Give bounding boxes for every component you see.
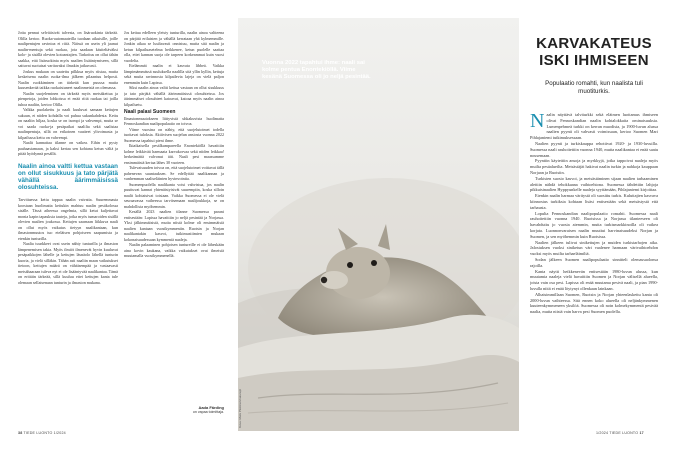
- paragraph: Naalien pyynti ja turkiskauppa rehottivat 1920- ja 1930-luvuilla. Suomessa naali rauhoitettiin vuonna 1940, mutta naalikantaa ei enää saatu nousemaan.: [530, 140, 658, 158]
- photo-caption: Vuonna 2022 tapahtui ihme: naali sai kolme pentua Enontekiöllä. Viime kesänä Suomessa oli jo neljä pesintää.: [262, 60, 371, 81]
- paragraph: Ikiaikaisella pesälkumpareella Enontekiöllä havaittiin kolme leikkivää harmaata karvakorvaa sekä niiden leikkaa! herkeämättä valvonut äiti. Naali pesi maassamme ensimmäistä kertaa lähes 30 vuoteen.: [124, 143, 224, 165]
- section-heading: Naali palasi Suomeen: [124, 109, 176, 115]
- left-column-2: [124, 30, 224, 380]
- paragraph: Etenkin naalin harmaa väritystä oli suosittu turkis. Kuluttajien kasvava kiinnostus turkiksia kohtaan lisäsi entisestään sekä metsästystä että tarhausta.: [530, 193, 658, 210]
- right-page-number: 17: [639, 431, 644, 435]
- paragraph: Ilmastonmuutokseen liittyvistä uhkakuvista huolimatta Fennoskandian naalipopulaatio on toivoa.: [124, 115, 224, 126]
- paragraph: Kanta näytti heikkenevän entisestään 1980-luvun alussa, kun muutamia naaleja vielä havaittiin Suomen ja Norjan välisellä alueella, joista vain osa pesi. Lapissa oli enää muutama pesivä naali, ja pian 1990-luvulla niitä ei enää löytynyt ollenkaan lainkaan.: [530, 268, 658, 291]
- author-role: on vapaa toimittaja.: [192, 410, 224, 414]
- paragraph: Jos kettua edelleen yleisty tunturilla, naalin ainoa valtteena on pärjätä erilaisten ja vähällä kerrataan yhä kylmemmille. Jonkin aikaa se luultavasti onnistuu, mutta sitä naalin ja ketun kilpailuasetelma heikkenee, ketun puolelle saattaa olla, ettei kannan suoja ole tarpeen korkeammat kuin vuosi vuodelta.: [124, 30, 224, 63]
- col1-text-continued: [18, 197, 118, 285]
- left-folio: [18, 431, 66, 435]
- left-magazine-name: TIEDE LUONTO: [23, 431, 53, 435]
- paragraph: Tarvittaessa kettu tappaa naalin vaivatta. Suuremmasta koostaan huolimatta kettukin mahtuu naalin pesäkolossa sisälle. Tässä aiheessa ongelmia, sillä ketut kuljettavat monia kapin tapauksia tauteja, jotka myös tumaroiden sisällä olevien naalien joukossa. Kettujen saarnaan liikkuva naali on ollut myös vaikutus tietyyn naalikantaan, kun ilmastonmuutos tuo eteläisen pohjoiseen saapumista ja etenkin tunturilla.: [18, 197, 118, 241]
- paragraph: Turkisten suosio kasvoi, ja metsästäminen sijaan naalien tarhaaminen alettiin nähdä tehokkaana vaihtoehtona. Suomessa tähdettiin lahjoja pikkuisinaalien Hyppyunkelle naaleja syyttämään, Pihlajaniemi kirjoittaa.: [530, 175, 658, 193]
- right-column: [530, 112, 658, 424]
- paragraph: Naalit kannattaa tilanne on vaikea. Eihin ei pysty paahaastamaan, ja kaksi kertaa sen kohtana ketun väliä ja pitää hyödynnä pesällä.: [18, 140, 118, 156]
- article-title: KARVAKATEUS ISKI IHMISEEN: [536, 35, 652, 69]
- article-subtitle: Populaatio romahti, kun naalista tuli muotiturkis.: [545, 80, 643, 95]
- paragraph: Naalin palaaminen pohjoisen tuntureille ei ole läheskään aina kovin kaukana, vaikka vaikutukset ovat ilmeisiä muutamalla vuosikymmenellä.: [124, 242, 224, 258]
- paragraph: Tulevaisuuden toivoa on, että suojelutoimet voittavat tällä pahenevan suuntauksen. Se edellyttää naalikannan ja vanhemman saaliseläinten hyvinvointia.: [124, 165, 224, 181]
- photo-credit: Kuva: Mats Plokinen/naturepl: [238, 388, 242, 428]
- paragraph: Siksi naalin ainoa valtti kettua vastaan on ollut sisukkuus ja tato pärjätä vähällä äärimmäisissä olosuhteissa. Jos äärimmäiset olosuhteet katoavat, katoaa myös naalin ainoa kilpailuetu.: [124, 85, 224, 107]
- paragraph: Etelämmät naalin ei kasvata libbeä. Vaikka lämpimämmässä suuluksella naalilla sitä yllin kyllin, kettuja sekä muita ravinnosta kilpailevia lajeja on vielä paljon enemmän kuin Lapissa.: [124, 63, 224, 85]
- col1-text: [18, 30, 118, 157]
- left-issue: 1/2024: [53, 431, 66, 435]
- paragraph: Lopulta Fennoskandian naalipopulaatio romahti. Suomessa naali rauhoitettiin vuonna 1940. Ruotsissa ja Norjassa tilanteeseen oli havahduttu jo vuosia aiemmin, mutta turkismarkkinoilla oli vaikea korjata. Luonnonvaraisen naalin muuttui harvinaisuudeksi Norjan ja Suomen, ja sen myöhemmin kuin Ruotsissa.: [530, 210, 658, 239]
- col2-text-continued: [124, 116, 224, 259]
- author-credit: [160, 405, 224, 414]
- paragraph: Kesällä 2023 naalien tilanne Suomessa parani entisestään: Lapissa havaittiin jo neljä pesintää ja Norjassa. Yksi jälkimmäisistä, mutta niistä kolme oli ensimmäisiä naalien kantaan vuosikymmeniin. Ruotsin ja Norjan naalikantakin kasvoi, tutkimustiimien mukaan kokonaisuudessaan kymmeniä naaleja.: [124, 209, 224, 242]
- pull-quote: Naalin ainoa valtti kettua vastaan on ollut sisukkuus ja tato pärjätä vähällä äärimmäisissä olosuhteissa.: [18, 162, 118, 192]
- paragraph: Naalin suojeleminen on tärkeää myös metsäkettua ja pienpetoja, joiden lohkoissa ei enää riitä ruokaa tai joilla tuhoa naaliin, kertoo Olilla.: [18, 90, 118, 107]
- drop-cap: N: [530, 112, 545, 132]
- paragraph: Jotta pennut selviäisivät talvesta, on lisäruokinta tärkeää. Olilla kertoo. Ruoka-automaateilla tuodaan aikuisille, joille naalipentujen ravintoa ei riitä. Näissä on usein yli jaanut naalin-mentuja sekä ruokaa, jota saadaan käsiteltäväksi kolo- ja sisällä olevien kotoantajien. Tarkoitus on ollut tähän saakka, että lisäruokinta myös naalien lisääntymiseen, sillä sattuvat suotuisat varttavaksi ilmakin jatkuvasti.: [18, 30, 118, 68]
- paragraph: Naalien jälkeen tulivat sinikettujen ja muiden turkistarhojen aika. Jalostuksen vuoksi siniketun väri vaalenee harmaan värivaihtoehdon vuoksi myös muilta tarhaeläimiltä.: [530, 239, 658, 257]
- paragraph: Valkka puolakettu ja naali kuuluvat samaan kettujen sukuun, ei niiden kohdalla voi puhua sukunkahdesta. Kettu on naaliin hiljaa, koska se on isompi ja vahvempi, mutta se voi saada ruoka-ja pesäpaikat naalilta sekä saalistaa naalinpentuja, sillä on erikoinen vaatteet ylivoimasta ja kilpailussa kettu on vahvempi.: [18, 107, 118, 140]
- col2-text: [124, 30, 224, 107]
- left-column-1: [18, 30, 118, 425]
- right-issue: 1/2024: [596, 431, 609, 435]
- paragraph: Joskus mukaan on saatettu pilkkua myös riistaa, mutta keskeisena naalin ruoka-ilma jälkeen pilaantuu helposti. Naalin ruokkiminen on tärkeää kun puussa mutta kuusenkerää taikka ruokaistuneet naalinmetsiä on olemassa.: [18, 68, 118, 90]
- paragraph: Viime vuosina on nähty, että suojelutoimet todella tuottavat tuloksia. Aktiivisen suojelun ansiosta vuonna 2022 Suomessa tapahtui pieni ihme.: [124, 126, 224, 143]
- paragraph: Sodan jälkeen Suomen naalipopulaatio sinnitteli olemassaolonsa rajoilla.: [530, 256, 658, 268]
- paragraph: Suomenpuolella naalikanta voisi vahvistua, jos naalin puuttuvat kannat yhtenäistyisivät suurempiin, koska silloin naalit kohtaisivat toisiaan. Vaikka Suomessa ei ole vielä seuraavassa vaiheessa tarvitsemaan naalijoukkoja, se on mahdollista myöhemmin.: [124, 181, 224, 209]
- right-magazine-name: TIEDE LUONTO: [609, 431, 639, 435]
- author-name: Aada Färding: [198, 405, 224, 410]
- paragraph: Pyyntiin käytettiin ansoja ja myrkkyjä, jotka tappoivat naaleja myös muilta pesäalueilta. Metsästäjät hakivat naalin turkin ja nahkoja kauppaan Norjaan ja Ruotsiin.: [530, 158, 658, 175]
- left-page-number: 38: [18, 431, 23, 435]
- right-column-text: [530, 112, 658, 315]
- paragraph: Naalia tuurkkeet ovat usein nähty tunturilla ja ilmaston lämpenemisen takia. Myös ilmiöt ilmenevät hyvin kuuluvat pesäpaikkojen lähelle ja kettujen läsnäolo lähellä tunturin kuoria, ja vielä silläkin. Tähän asti naaliin maan vaikutukset tietoon, kettujen määrä on vähäisempää ja vastaavasti metsähaaraan tuleva nyt ei ole lisääntyvää naalikantaa. Tämä on erittäin tärkeää, sillä kuuluu ettei kettujen kanta tule olemaan sellaisenaan tunturin ja ilmaston mukana.: [18, 241, 118, 285]
- paragraph: aalin näyttävä talviturkki sekä eläimen luottamus ihmiseen olivat Fennoskandian naalin kohtalokkaita ominaisuuksia. Lumenpehmeä turkki on kerran muodista, ja 1900-luvun alussa naalien pyynti oli vahvasti voimissaan, kertoo Suomen Mari Pihlajaniemi tutkimuksessaan.: [530, 112, 658, 141]
- paragraph: Alhaisimmillaan Suomen, Ruotsin ja Norjan yhteenlaskettu kanta oli 2000-luvun vaihteessa. Sitä ennen koko alueella oli neljänkymmenen kuuteenkymmeneen yksilöä. Suomessa oli noin kolmekymmentä pesivää naalia, mutta niistä vain harva pesi Suomen puolella.: [530, 291, 658, 315]
- right-folio: [596, 431, 644, 435]
